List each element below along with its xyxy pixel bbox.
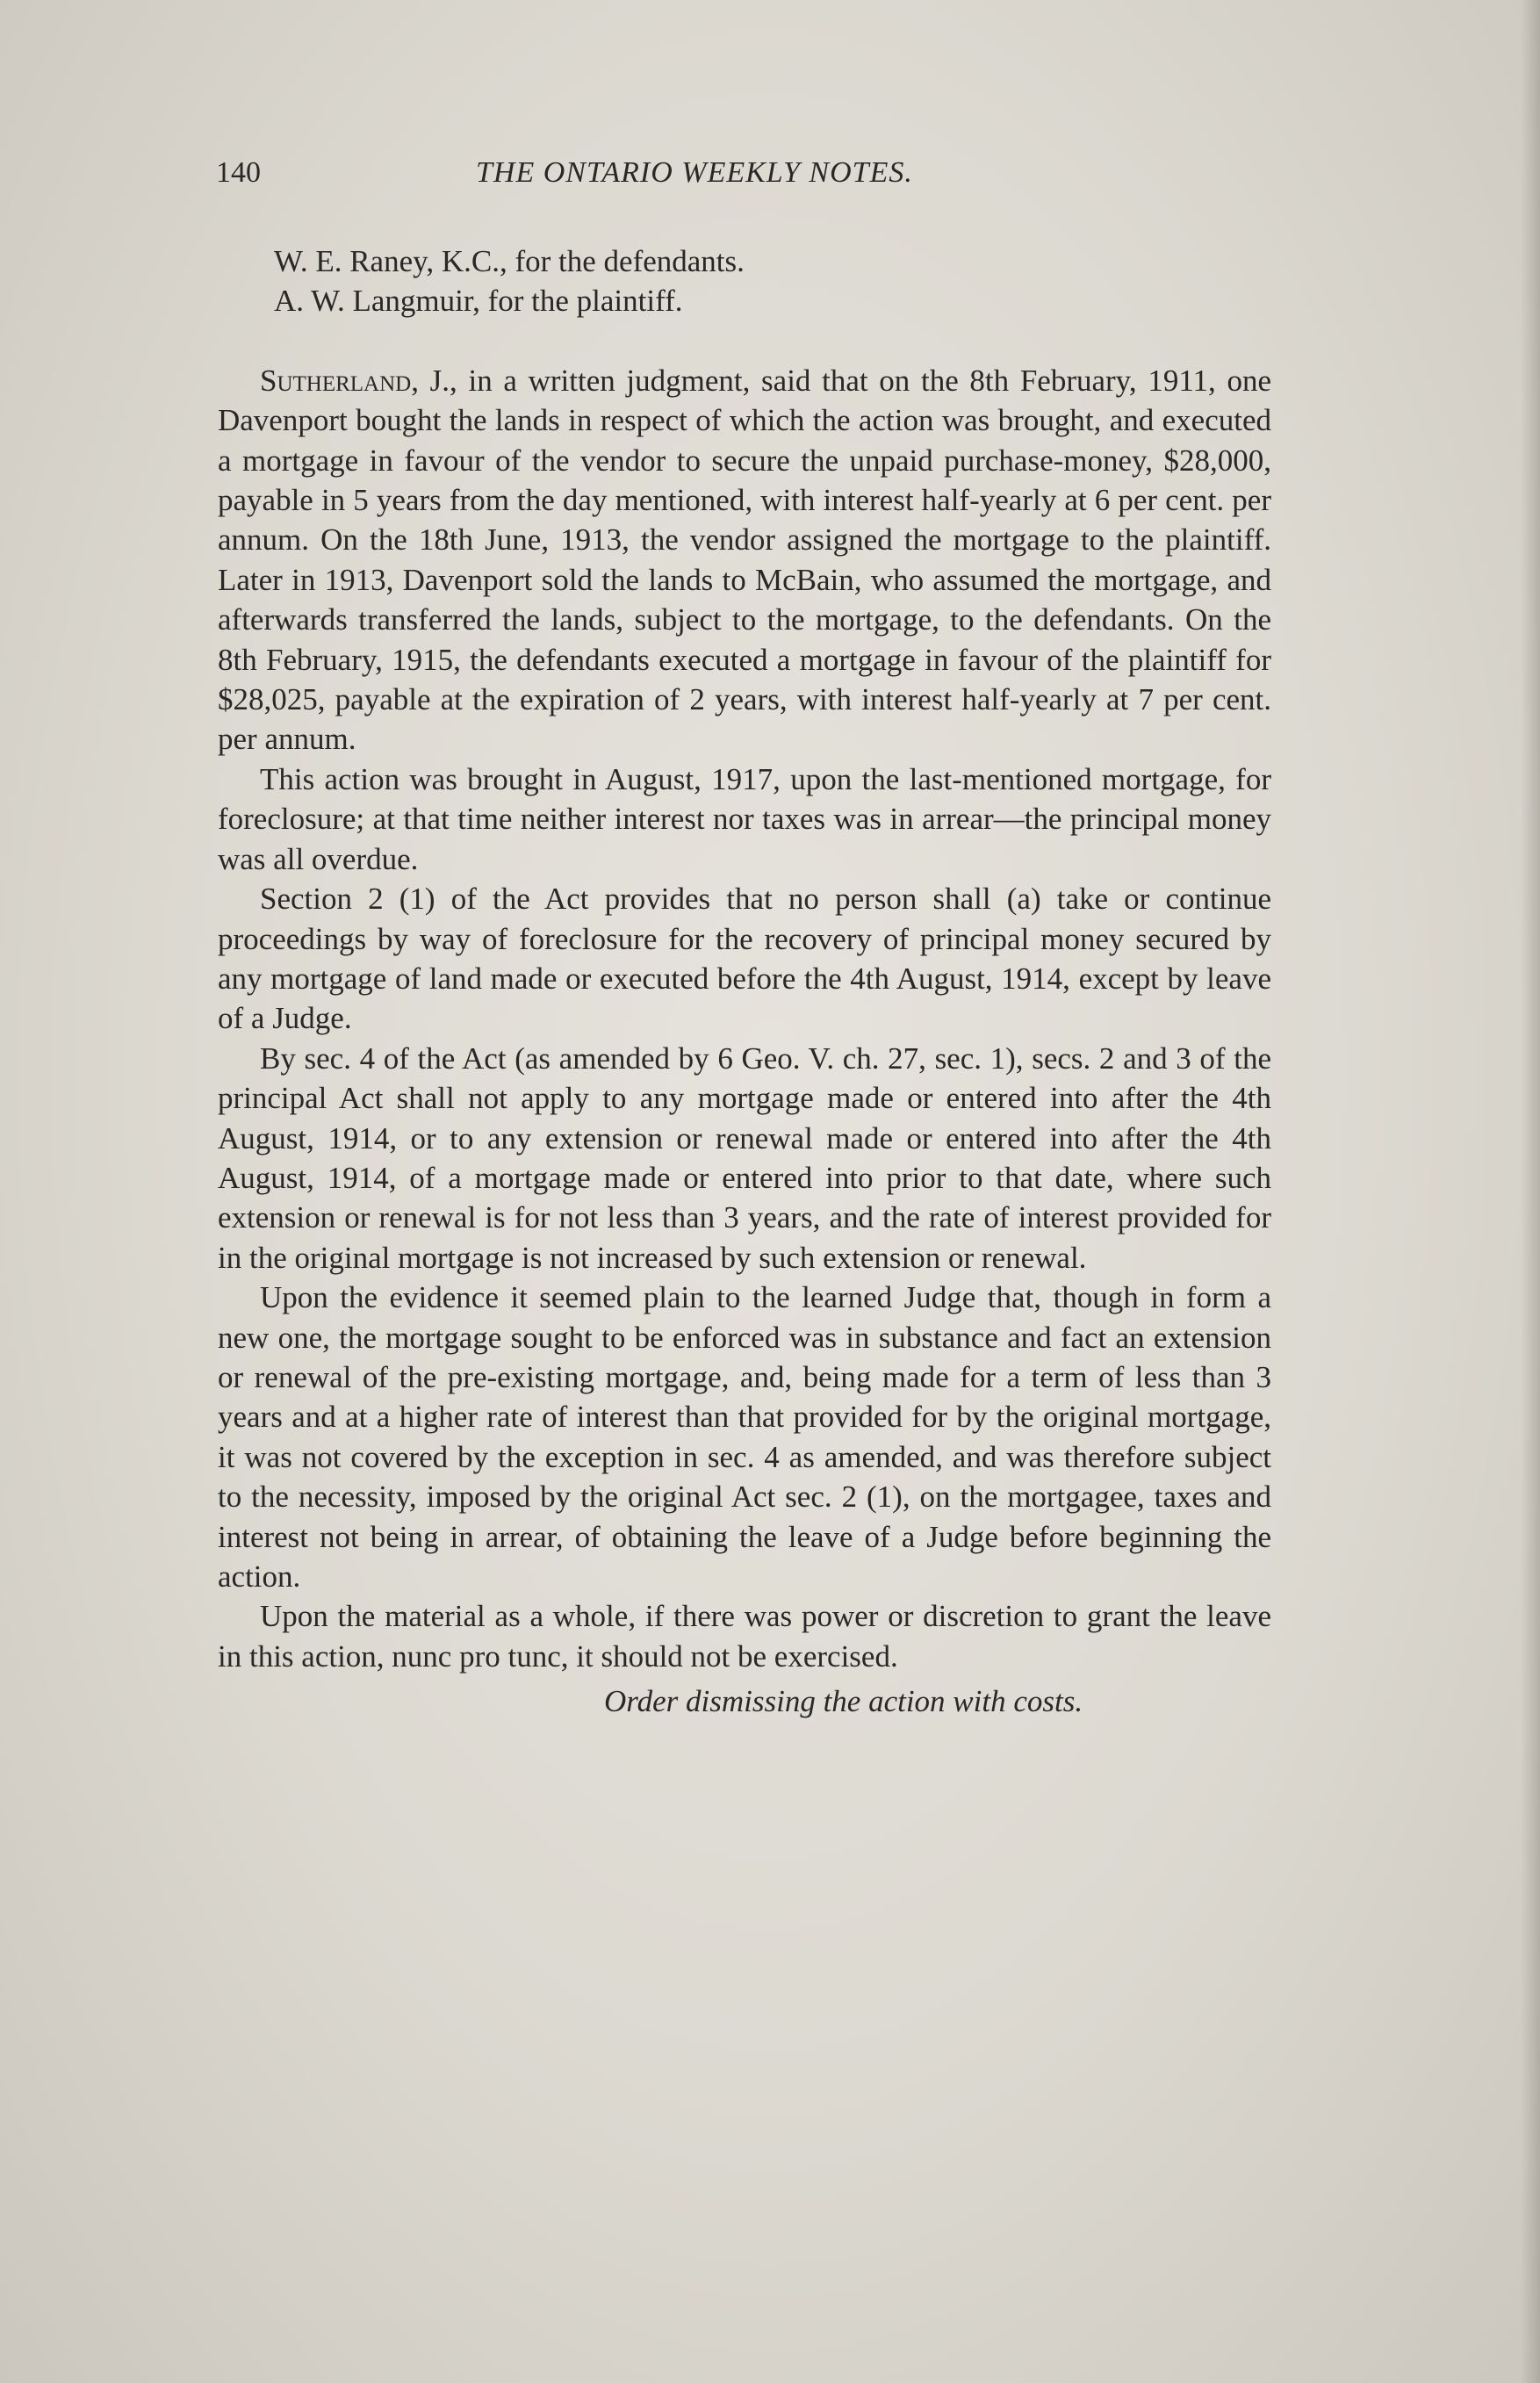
paragraph-section-4: By sec. 4 of the Act (as amended by 6 Geo. V. ch. 27, sec. 1), secs. 2 and 3 of the principal Act shall not apply to any mortgage made or entered into after the 4th August, 1914, or to any extension or renewal made or entered into after the 4th August, 1914, of a mortgage made or entered into prior to that date, where such extension or renewal is for not less than 3 years, and the rate of interest provided for in the original mortgage is not increased by such extension or renewal. [218, 1040, 1271, 1275]
judge-name: Sutherland [260, 363, 412, 398]
order-line: Order dismissing the action with costs. [604, 1684, 1083, 1719]
page-number: 140 [216, 156, 261, 189]
journal-title: THE ONTARIO WEEKLY NOTES. [476, 156, 913, 189]
page-edge-shadow [1521, 0, 1540, 2383]
paragraph-section-2: Section 2 (1) of the Act provides that no person shall (a) take or continue proceedings by way of foreclosure for the recovery of principal money secured by any mortgage of land made or executed before the 4th August, 1914, except by leave of a Judge. [218, 882, 1271, 1036]
judgment-text [218, 241, 1271, 1722]
paragraph-evidence: Upon the evidence it seemed plain to the learned Judge that, though in form a new one, the mortgage sought to be enforced was in substance and fact an extension or renewal of the pre-existing mortgage, and, being made for a term of less than 3 years and at a higher rate of interest than that provided for by the original mortgage, it was not covered by the exception in sec. 4 as amended, and was therefore subject to the necessity, imposed by the original Act sec. 2 (1), on the mortgagee, taxes and interest not being in arrear, of obtaining the leave of a Judge before beginning the action. [218, 1280, 1271, 1594]
judgment-opening-paragraph [218, 361, 1271, 760]
counsel-defendants: W. E. Raney, K.C., for the defendants. [274, 244, 745, 278]
running-head [216, 156, 1270, 200]
opening-text: , J., in a written judgment, said that on the 8th February, 1911, one Davenport bought the lands in respect of which the action was brought, and executed a mortgage in favour of the vendor to secure the unpaid purchase-money, $28,000, payable in 5 years from the day mentioned, with interest half-yearly at 6 per cent. per annum. On the 18th June, 1913, the vendor assigned the mortgage to the plaintiff. Later in 1913, Davenport sold the lands to McBain, who assumed the mortgage, and afterwards transferred the lands, subject to the mortgage, to the defendants. On the 8th February, 1915, the defendants executed a mortgage in favour of the plaintiff for $28,025, payable at the expiration of 2 years, with interest half-yearly at 7 per cent. per annum. [218, 363, 1271, 757]
paragraph-action-brought: This action was brought in August, 1917, upon the last-mentioned mortgage, for foreclosure; at that time neither interest nor taxes was in arrear—the principal money was all overdue. [218, 761, 1271, 876]
counsel-plaintiff: A. W. Langmuir, for the plaintiff. [274, 284, 683, 319]
paragraph-material: Upon the material as a whole, if there was power or discretion to grant the leave in this action, nunc pro tunc, it should not be exercised. [218, 1599, 1271, 1674]
